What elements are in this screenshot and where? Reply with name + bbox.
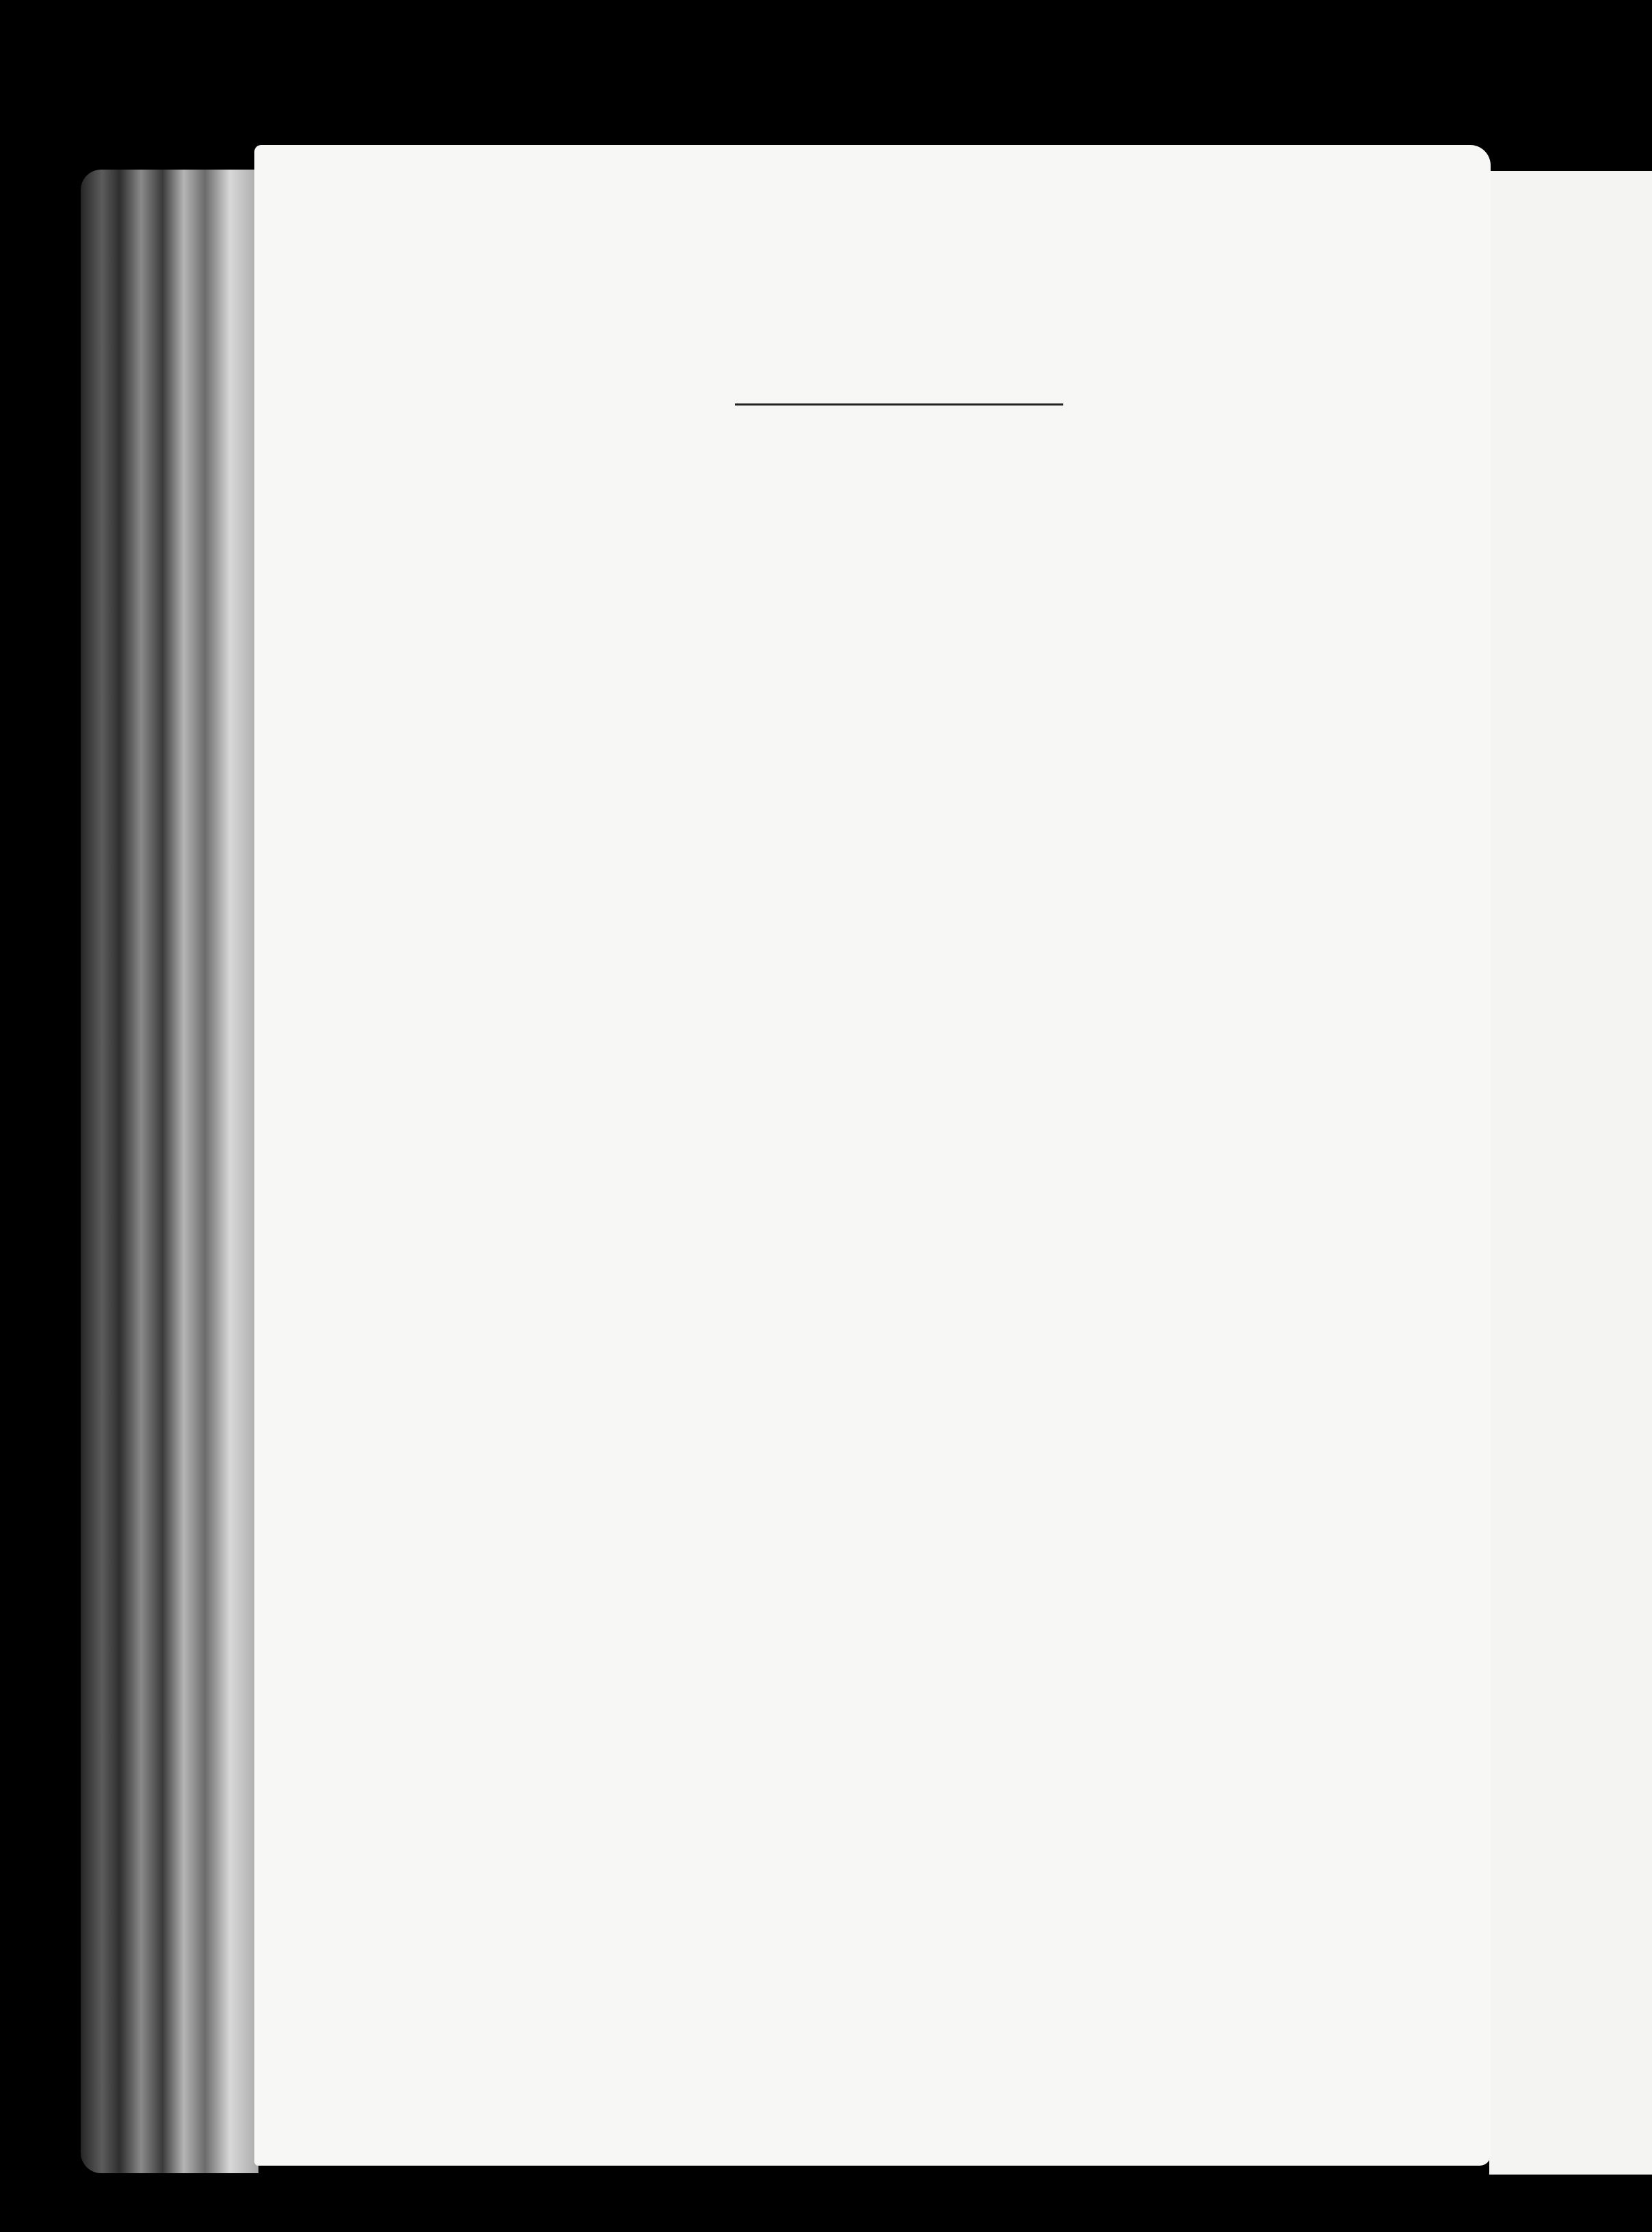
section-divider: [735, 403, 1063, 406]
book-page-edges: [81, 170, 258, 2173]
page-content: [438, 328, 1415, 448]
book-page: [254, 145, 1491, 2166]
adjacent-page: [1489, 171, 1652, 2175]
page-header: [438, 328, 1415, 376]
